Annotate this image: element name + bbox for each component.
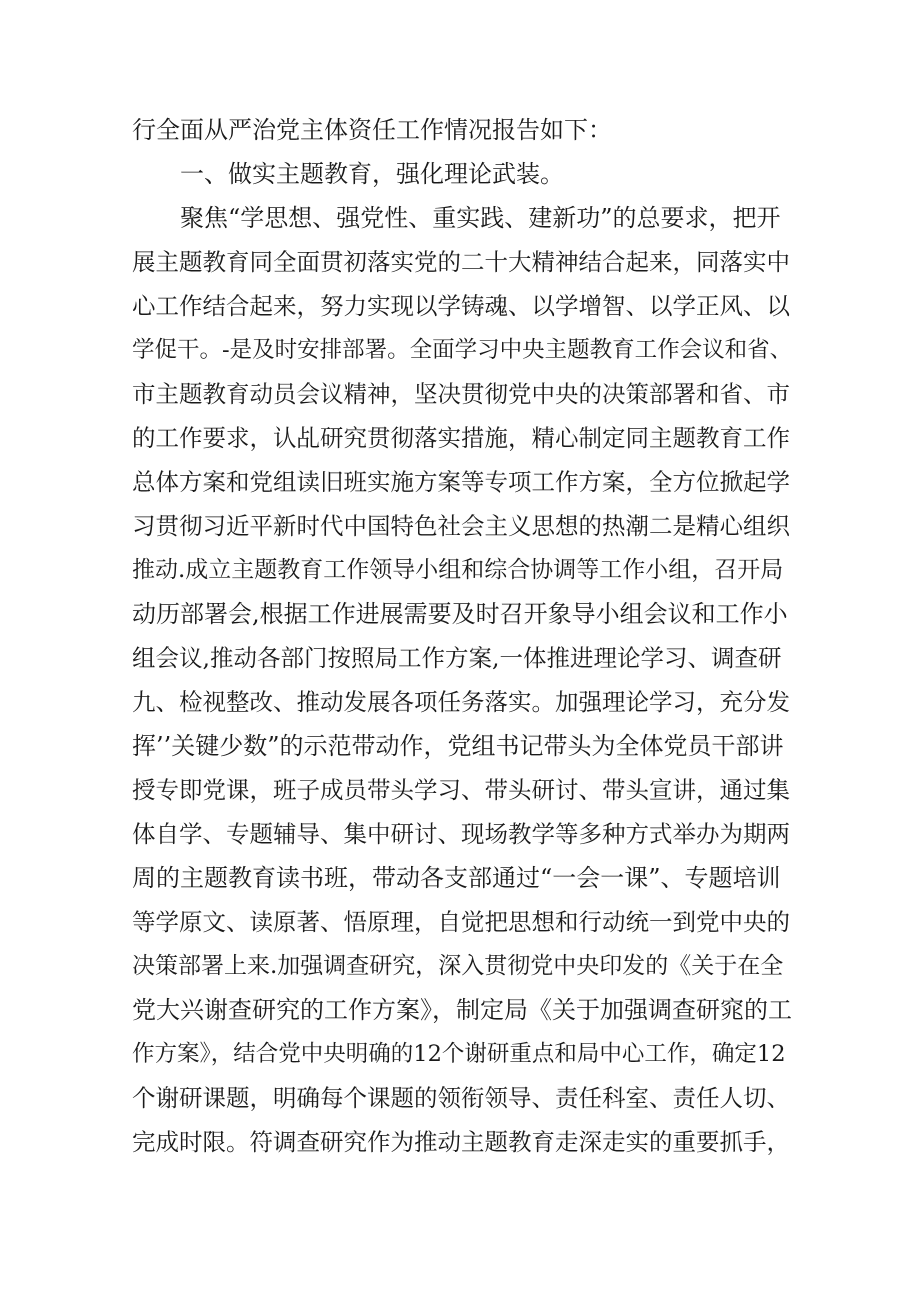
text-line: 习贯彻习近平新时代中国特色社会主义思想的热潮二是精心组织 (132, 512, 790, 540)
text-line: 聚焦“学思想、强党性、重实践、建新功”的总要求，把开 (180, 204, 781, 232)
text-line: 个谢研课题，明确每个课题的领衔领导、责任科室、责任人切、 (132, 1084, 790, 1112)
text-line: 一、做实主题教育，强化理论武装。 (180, 160, 564, 188)
text-line: 的工作要求，认乩研究贯彻落实措施，精心制定同主题教育工作 (132, 424, 790, 452)
text-line: 等学原文、读原著、悟原理，自觉把思想和行动统一到党中央的 (132, 908, 790, 936)
text-line: 总体方案和党组读旧班实施方案等专项工作方案，全方位掀起学 (132, 468, 790, 496)
text-line: 市主题教育动员会议精神，坚决贯彻党中央的决策部署和省、市 (132, 380, 790, 408)
text-line: 组会议,推动各部门按照局工作方案,一体推进理论学习、调查研 (132, 644, 782, 672)
text-line: 作方案》，结合党中央明确的12个谢研重点和局中心工作，确定12 (132, 1041, 786, 1067)
text-line: 决策部署上来.加强调查研究，深入贯彻党中央印发的《关于在全 (132, 953, 784, 979)
text-line: 授专即党课，班子成员带头学习、带头研讨、带头宣讲，通过集 (132, 776, 790, 804)
text-line: 党大兴谢查研究的工作方案》，制定局《关于加强调查研窕的工 (132, 996, 792, 1024)
text-line: 推动.成立主题教育工作领导小组和综合协调等工作小组，召开局 (132, 557, 784, 583)
text-line: 展主题教育同全面贯初落实党的二十大精神结合起来，同落实中 (132, 248, 790, 276)
text-line: 周的主题教育读书班，带动各支部通过“一会一课”、专题培训 (132, 864, 781, 892)
text-line: 完成时限。符调查研究作为推动主题教育走深走实的重要抓手， (132, 1128, 790, 1156)
text-line: 九、检视整改、推动发展各项任务落实。加强理论学习，充分发 (132, 688, 790, 716)
text-line: 动历部署会,根据工作进展需要及时召开象导小组会议和工作小 (132, 600, 788, 628)
text-line: 学促干。-是及时安排部署。全面学习中央主题教育工作会议和省、 (132, 337, 793, 363)
text-line: 心工作结合起来，努力实现以学铸魂、以学增智、以学正风、以 (132, 292, 790, 320)
text-line: 挥’’关键少数”的示范带动作，党组书记带头为全体党员干部讲 (132, 732, 784, 760)
body-text (132, 108, 792, 1164)
text-line: 体自学、专题辅导、集中研讨、现场教学等多种方式举办为期两 (132, 820, 790, 848)
text-line: 行全面从严治党主体资任工作情况报告如下： (132, 116, 612, 144)
